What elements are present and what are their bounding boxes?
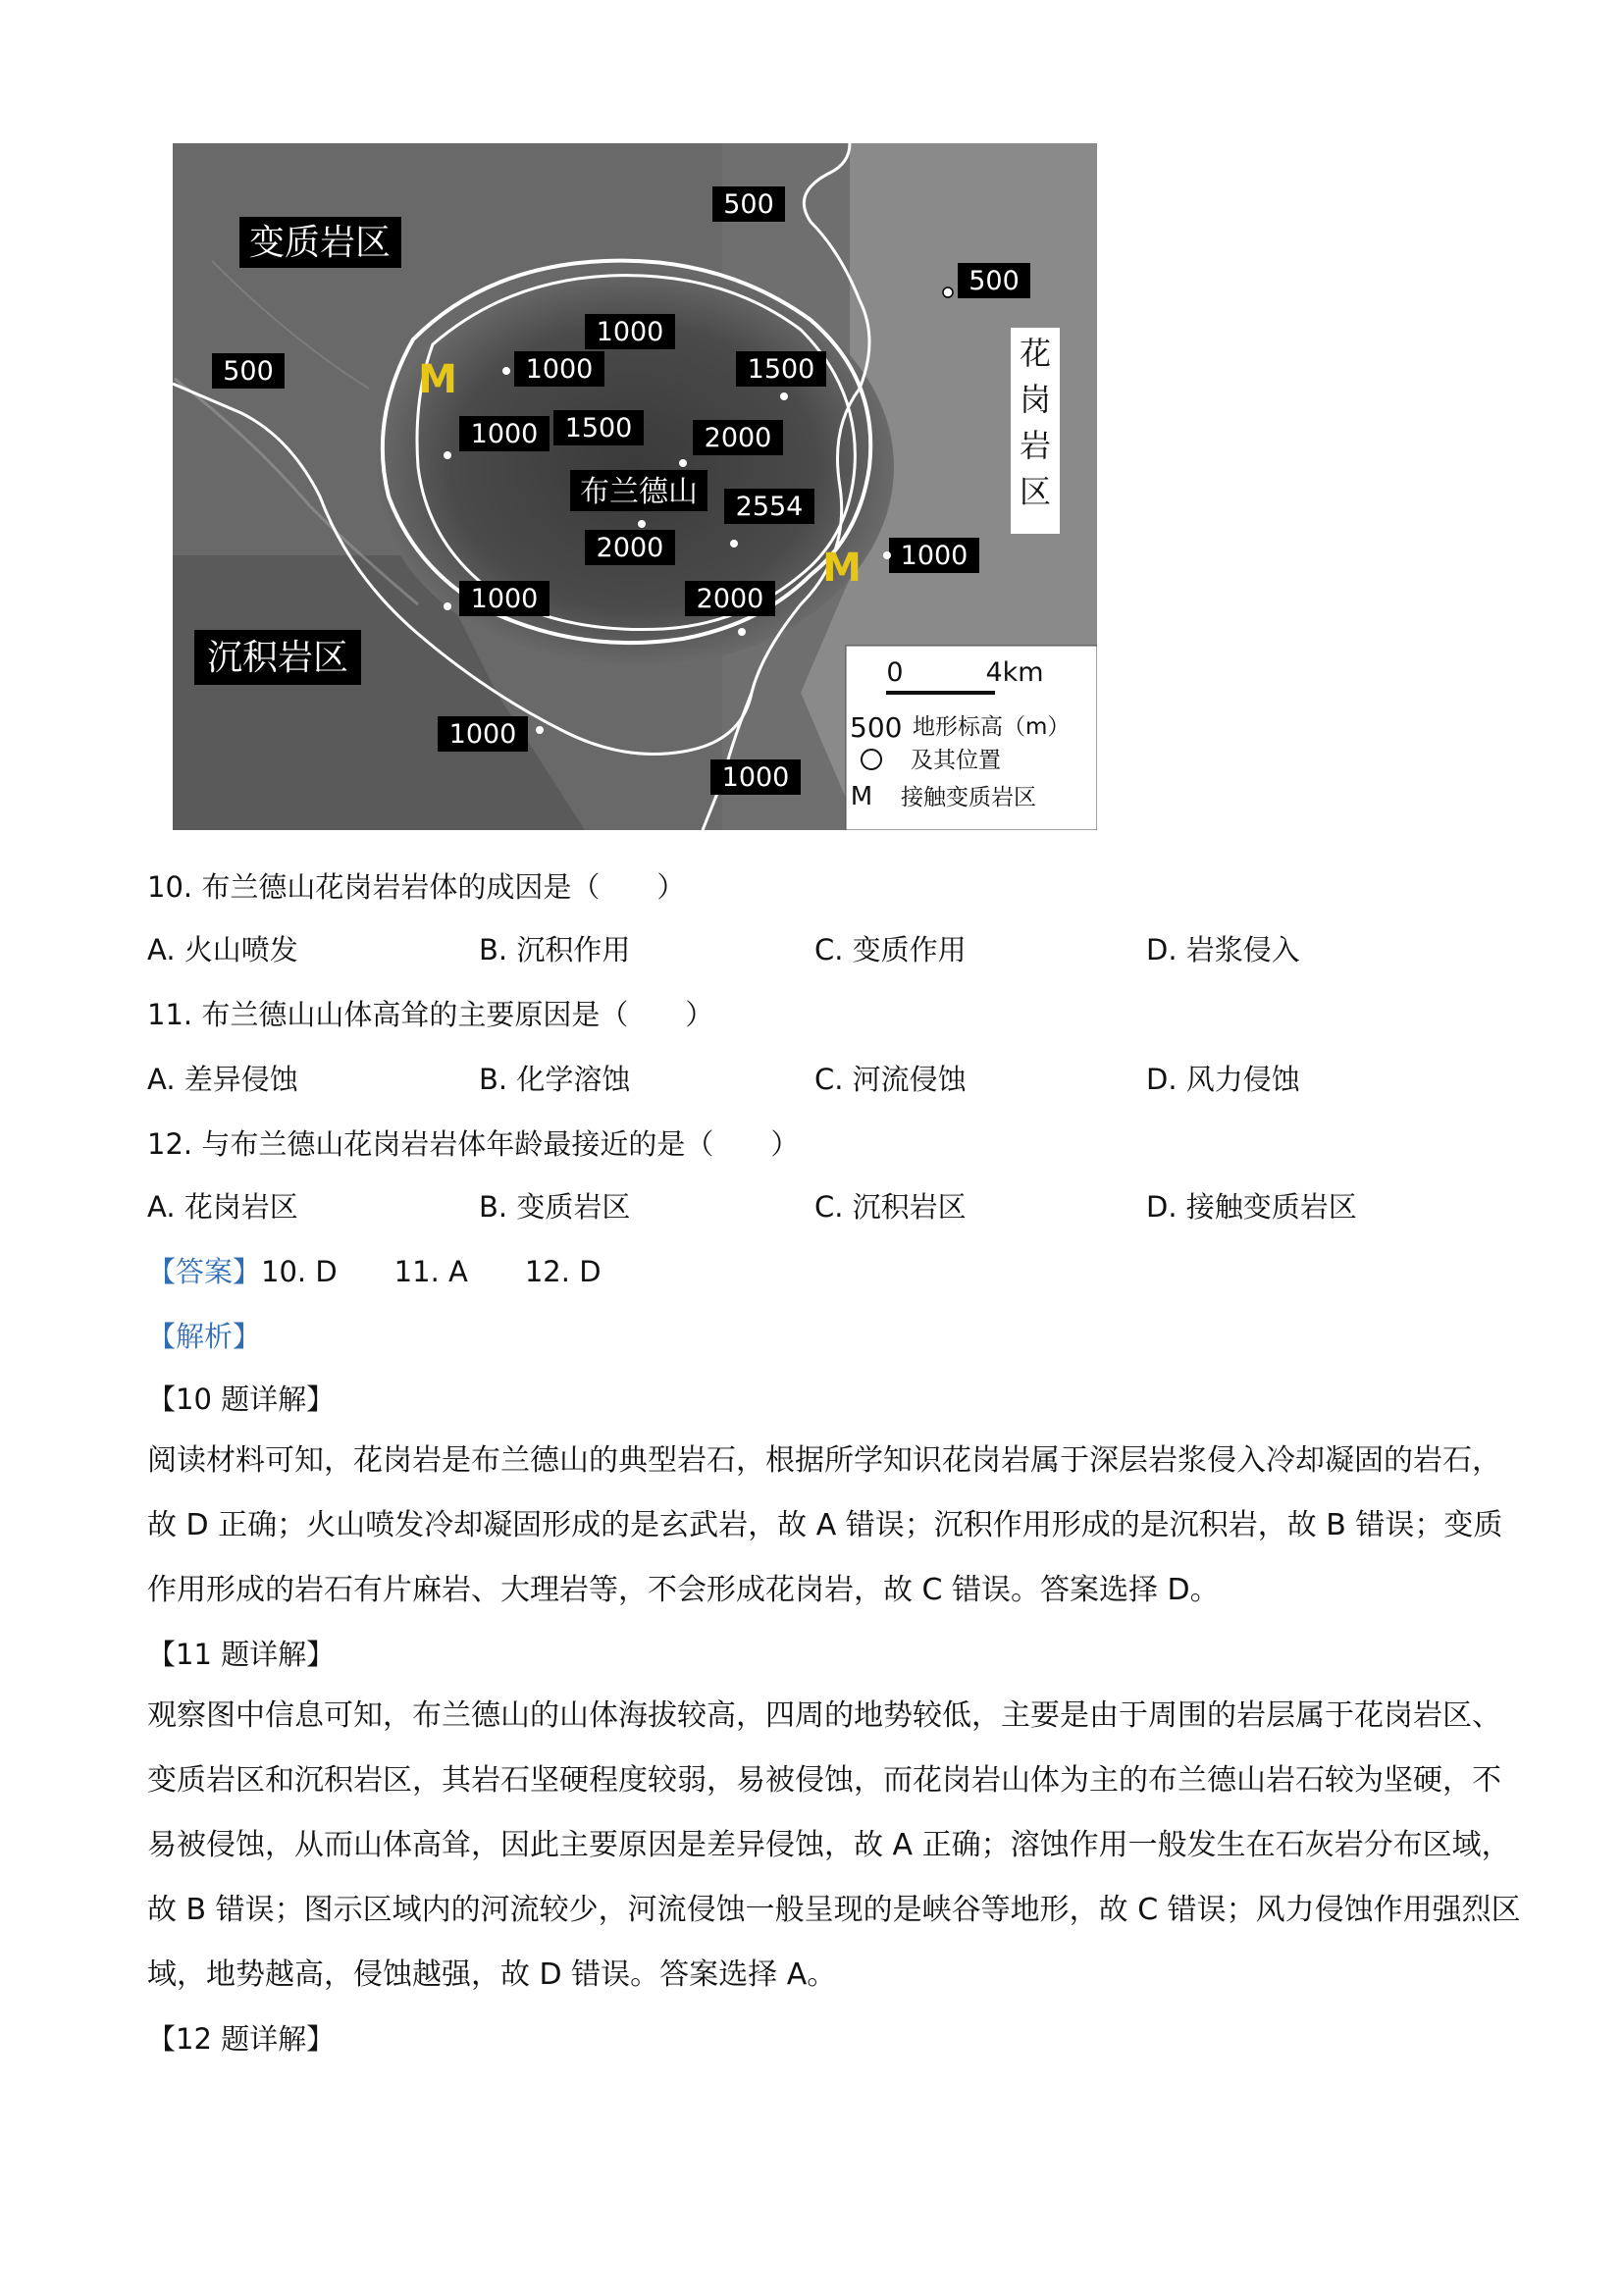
svg-text:1500: 1500	[564, 413, 633, 444]
svg-text:变质岩区: 变质岩区	[248, 223, 392, 263]
detail-11-line: 易被侵蚀，从而山体高耸，因此主要原因是差异侵蚀，故 A 正确；溶蚀作用一般发生在石灰岩分布区域，	[147, 1828, 1511, 1862]
svg-text:1000: 1000	[596, 317, 664, 347]
detail-10-line: 作用形成的岩石有片麻岩、大理岩等，不会形成花岗岩，故 C 错误。答案选择 D。	[147, 1573, 1220, 1607]
detail-10-heading: 【10 题详解】	[147, 1383, 336, 1416]
svg-text:及其位置: 及其位置	[911, 748, 1001, 773]
question-10-option-b: B. 沉积作用	[479, 933, 631, 966]
svg-text:1000: 1000	[900, 541, 969, 571]
elevation-label	[459, 416, 550, 451]
svg-text:1000: 1000	[470, 584, 539, 614]
svg-text:1000: 1000	[525, 354, 594, 385]
svg-text:4km: 4km	[985, 657, 1044, 688]
question-11-option-a: A. 差异侵蚀	[147, 1063, 298, 1096]
elevation-label	[212, 353, 285, 389]
svg-text:岩: 岩	[1019, 427, 1052, 464]
elevation-label	[693, 420, 783, 455]
detail-11-line: 故 B 错误；图示区域内的河流较少，河流侵蚀一般呈现的是峡谷等地形，故 C 错误；风力侵蚀作用强烈区	[147, 1893, 1521, 1927]
detail-11-paragraph	[147, 1684, 1521, 2008]
svg-text:1000: 1000	[470, 419, 539, 449]
question-10-option-a: A. 火山喷发	[147, 933, 298, 966]
svg-text:沉积岩区: 沉积岩区	[206, 638, 349, 678]
map-legend	[846, 646, 1097, 830]
geology-map	[173, 143, 1097, 830]
svg-text:0: 0	[886, 657, 904, 688]
contact-marker-m: M	[418, 357, 457, 402]
elevation-label	[585, 530, 675, 565]
svg-text:M: M	[850, 782, 873, 811]
detail-10-line: 阅读材料可知，花岗岩是布兰德山的典型岩石，根据所学知识花岗岩属于深层岩浆侵入冷却凝固的岩石，	[147, 1443, 1501, 1478]
detail-10-line: 故 D 正确；火山喷发冷却凝固形成的是玄武岩，故 A 错误；沉积作用形成的是沉积岩，故 B 错误；变质	[147, 1508, 1503, 1542]
question-12-stem: 12. 与布兰德山花岗岩岩体年龄最接近的是（ ）	[147, 1127, 800, 1161]
question-11-option-d: D. 风力侵蚀	[1146, 1063, 1300, 1096]
detail-11-heading: 【11 题详解】	[147, 1638, 336, 1671]
detail-12-heading: 【12 题详解】	[147, 2022, 336, 2056]
svg-text:接触变质岩区: 接触变质岩区	[901, 785, 1036, 810]
analysis-label: 【解析】	[147, 1320, 262, 1353]
svg-text:花: 花	[1019, 335, 1052, 372]
detail-11-line: 观察图中信息可知，布兰德山的山体海拔较高，四周的地势较低，主要是由于周围的岩层属于花岗岩区、	[147, 1698, 1501, 1733]
question-12-option-d: D. 接触变质岩区	[1146, 1190, 1357, 1224]
question-11-option-b: B. 化学溶蚀	[479, 1063, 631, 1096]
mountain-label	[570, 470, 707, 511]
elevation-label	[514, 351, 604, 387]
svg-text:500: 500	[969, 266, 1020, 296]
question-12-option-b: B. 变质岩区	[479, 1190, 631, 1224]
question-10-stem: 10. 布兰德山花岗岩岩体的成因是（ ）	[147, 870, 686, 904]
elevation-label	[712, 186, 785, 222]
svg-text:500: 500	[723, 189, 774, 220]
svg-text:2000: 2000	[696, 584, 764, 614]
svg-text:1000: 1000	[721, 762, 790, 793]
detail-11-line: 变质岩区和沉积岩区，其岩石坚硬程度较弱，易被侵蚀，而花岗岩山体为主的布兰德山岩石较为坚硬，不	[147, 1763, 1501, 1798]
question-11-stem: 11. 布兰德山山体高耸的主要原因是（ ）	[147, 998, 714, 1031]
svg-text:区: 区	[1019, 473, 1052, 510]
question-12-option-c: C. 沉积岩区	[814, 1190, 967, 1224]
svg-text:2000: 2000	[704, 423, 772, 453]
answer-line	[147, 1250, 602, 1290]
svg-text:500: 500	[850, 711, 903, 744]
elevation-label	[685, 581, 775, 616]
answer-text: 10. D 11. A 12. D	[261, 1255, 602, 1288]
elevation-label	[459, 581, 550, 616]
elevation-label	[724, 489, 814, 524]
svg-text:1500: 1500	[747, 354, 815, 385]
svg-text:2554: 2554	[735, 492, 804, 522]
svg-text:500: 500	[223, 356, 274, 387]
svg-text:布兰德山: 布兰德山	[580, 475, 698, 509]
elevation-label	[736, 351, 826, 387]
detail-10-paragraph	[147, 1429, 1503, 1623]
region-label-sedimentary	[194, 630, 361, 685]
question-10-option-d: D. 岩浆侵入	[1146, 933, 1300, 966]
question-12-option-a: A. 花岗岩区	[147, 1190, 298, 1224]
contact-marker-m: M	[822, 546, 862, 591]
region-label-metamorphic	[239, 217, 401, 268]
answer-label: 【答案】	[147, 1255, 262, 1288]
elevation-label	[585, 314, 675, 349]
region-label-granite	[1011, 328, 1060, 534]
question-11-option-c: C. 河流侵蚀	[814, 1063, 967, 1096]
elevation-label	[438, 716, 528, 752]
svg-text:1000: 1000	[448, 719, 517, 750]
elevation-label	[710, 759, 801, 795]
svg-text:岗: 岗	[1019, 381, 1052, 418]
elevation-label	[958, 263, 1030, 298]
elevation-label	[553, 410, 644, 445]
question-10-option-c: C. 变质作用	[814, 933, 967, 966]
detail-11-line: 域，地势越高，侵蚀越强，故 D 错误。答案选择 A。	[147, 1957, 837, 1992]
svg-text:2000: 2000	[596, 533, 664, 563]
elevation-label	[889, 538, 979, 573]
svg-text:地形标高（m）: 地形标高（m）	[913, 714, 1071, 740]
